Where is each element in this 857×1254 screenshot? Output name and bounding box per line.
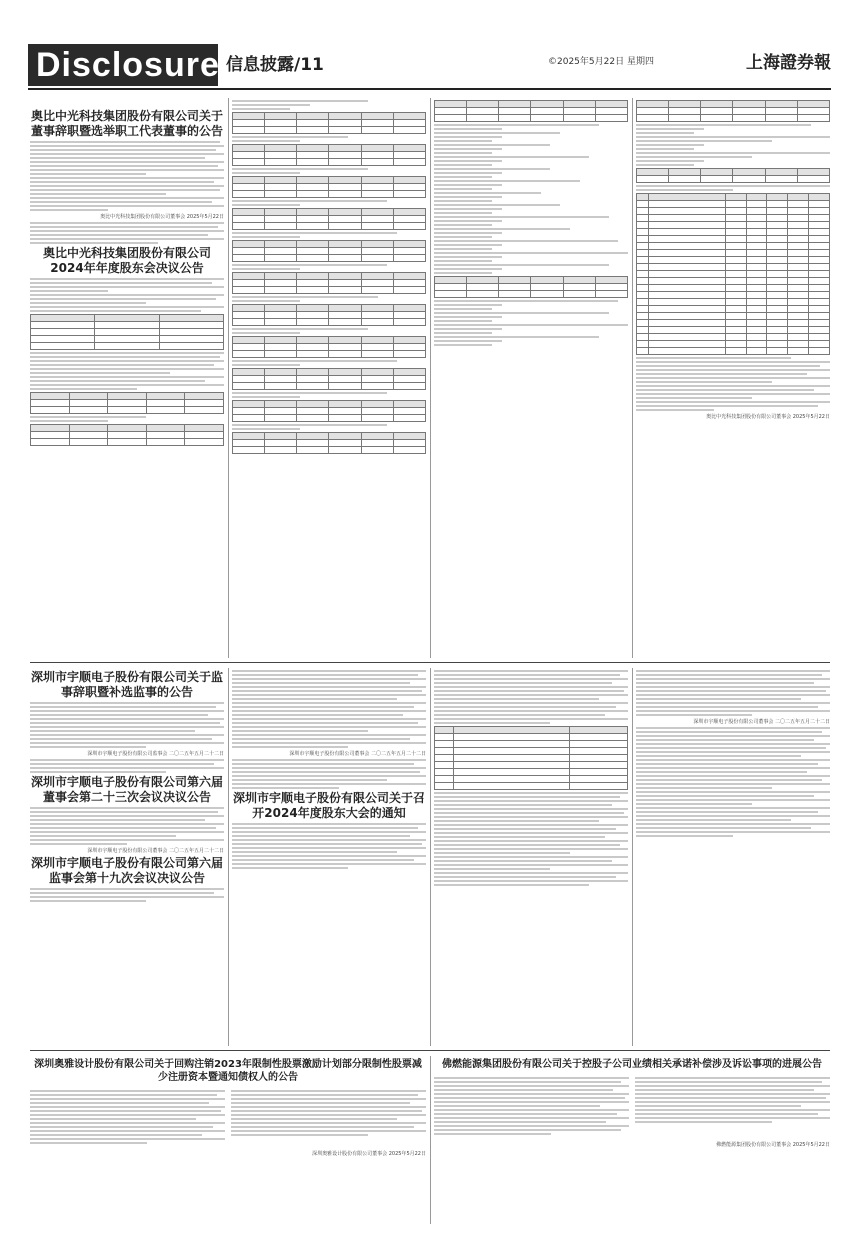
notice-body [434,216,628,226]
notice-body [30,702,224,748]
notice-body [30,759,224,773]
notice-aoke [30,1056,426,1224]
column-divider [430,1056,431,1224]
notice-body [232,360,426,366]
vote-table [636,168,830,183]
vote-table [232,272,426,294]
notice-body [434,670,628,724]
notice-body [232,759,426,789]
notice-body [30,141,224,211]
notice-body [434,228,628,238]
vote-table [30,392,224,414]
column-divider [430,668,431,1046]
notice-body [30,222,224,244]
notice-body [232,264,426,270]
notice-body [636,152,830,166]
notice-title-aolin-agm: 奥比中光科技集团股份有限公司2024年年度股东会决议公告 [42,246,211,275]
notice-body [636,727,830,837]
notice-body [636,670,830,716]
vote-table [232,112,426,134]
vote-table [232,240,426,262]
vote-table [636,100,830,122]
column-divider [632,668,633,1046]
notice-signature: 奥比中光科技集团股份有限公司董事会 2025年5月22日 [100,214,224,220]
column-1 [30,98,224,658]
notice-body [434,792,628,886]
column-d [636,668,830,1046]
notice-body [30,807,224,845]
column-2 [232,98,426,658]
notice-body [636,185,830,191]
notice-signature: 深圳市宇顺电子股份有限公司董事会 二〇二五年五月二十二日 [693,719,830,725]
notice-body [232,328,426,334]
notice-body [232,296,426,302]
notice-body [434,252,628,262]
notice-signature: 深圳市宇顺电子股份有限公司监事会 二〇二五年五月二十二日 [87,751,224,757]
column-divider [632,98,633,658]
notice-body [434,180,628,190]
vote-table [434,726,628,790]
notice-body [30,278,224,312]
notice-jiade [434,1056,830,1224]
notice-columns [434,1073,830,1139]
paper-name: 上海證券報 [746,53,831,73]
column-divider [228,98,229,658]
notice-body [30,352,224,390]
notice-title-xunxin-supervisor: 深圳市宇顺电子股份有限公司关于监事辞职暨补选监事的公告 [30,670,223,699]
masthead-rule [28,88,831,90]
notice-body [635,1075,830,1137]
vote-table [434,276,628,298]
notice-body [434,240,628,250]
notice-signature: 奥比中光科技集团股份有限公司董事会 2025年5月22日 [706,414,830,420]
vote-table [232,400,426,422]
notice-columns [30,1086,426,1148]
notice-body [434,204,628,214]
notice-body [636,136,830,150]
issue-date: ©2025年5月22日 星期四 [548,57,654,67]
notice-title-xunxin-supervisory: 深圳市宇顺电子股份有限公司第六届监事会第十九次会议决议公告 [30,856,223,885]
notice-body [232,424,426,430]
notice-body [434,132,628,142]
notice-body [434,124,628,130]
notice-body [30,1088,225,1146]
section-divider [30,662,830,663]
section-title-text: 信息披露 [226,55,294,75]
brand-logo: Disclosure [28,44,218,86]
notice-body [30,888,224,902]
notice-body [232,100,426,110]
column-divider [430,98,431,658]
vote-table [232,144,426,166]
masthead [28,40,831,90]
notice-signature: 佛燃能源集团股份有限公司董事会 2025年5月22日 [716,1142,830,1148]
notice-title-aoke: 深圳奥雅设计股份有限公司关于回购注销2023年限制性股票激励计划部分限制性股票减少注册资本暨通知债权人的公告 [34,1059,422,1083]
notice-body [231,1088,426,1146]
notice-body [434,156,628,166]
notice-body [232,136,426,142]
notice-body [434,312,628,322]
section-divider [30,1050,830,1051]
vote-table [232,176,426,198]
notice-body [434,324,628,334]
notice-body [434,168,628,178]
column-3 [434,98,628,658]
notice-body [30,416,224,422]
column-a [30,668,224,1046]
notice-body [636,357,830,411]
notice-title-xunxin-board: 深圳市宇顺电子股份有限公司第六届董事会第二十三次会议决议公告 [30,775,223,804]
notice-body [232,392,426,398]
section-title [226,50,324,75]
column-c [434,668,628,1046]
notice-body [434,336,628,346]
page-number: /11 [294,55,324,75]
vote-table [232,336,426,358]
notice-body [232,232,426,238]
notice-title-jiade: 佛燃能源集团股份有限公司关于控股子公司业绩相关承诺补偿涉及诉讼事项的进展公告 [442,1059,822,1070]
notice-signature: 深圳奥雅设计股份有限公司董事会 2025年5月22日 [312,1151,426,1157]
notice-body [232,670,426,748]
notice-body [434,144,628,154]
notice-signature: 深圳市宇顺电子股份有限公司董事会 二〇二五年五月二十二日 [289,751,426,757]
notice-body [434,1075,629,1137]
notice-body [434,300,628,310]
notice-signature: 深圳市宇顺电子股份有限公司董事会 二〇二五年五月二十二日 [87,848,224,854]
vote-table [232,304,426,326]
notice-title-xunxin-agm: 深圳市宇顺电子股份有限公司关于召开2024年度股东大会的通知 [232,791,425,820]
notice-body [636,124,830,134]
notice-body [434,264,628,274]
notice-title-aolin-election: 奥比中光科技集团股份有限公司关于董事辞职暨选举职工代表董事的公告 [30,109,223,138]
notice-body [232,200,426,206]
notice-body [232,168,426,174]
column-divider [228,668,229,1046]
vote-table [434,100,628,122]
vote-table [232,432,426,454]
notice-body [232,823,426,869]
vote-table [30,424,224,446]
notice-body [434,192,628,202]
vote-table [232,208,426,230]
vote-table [232,368,426,390]
column-b [232,668,426,1046]
column-4 [636,98,830,658]
notice-header [30,101,224,107]
vote-table-detail [636,193,830,355]
vote-table [30,314,224,350]
